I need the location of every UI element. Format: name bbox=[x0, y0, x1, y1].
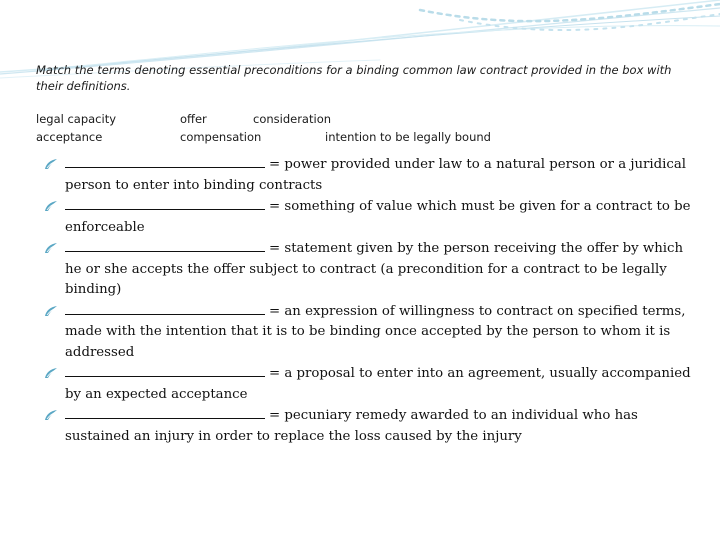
answer-blank bbox=[65, 301, 265, 315]
answer-blank bbox=[65, 154, 265, 168]
term-offer: offer bbox=[180, 112, 207, 126]
definitions-list bbox=[44, 154, 694, 447]
fancy-bullet-icon bbox=[44, 242, 58, 254]
definition-text: = something of value which must be given for a contract to be enforceable bbox=[65, 199, 691, 235]
definition-item bbox=[44, 196, 694, 238]
term-acceptance: acceptance bbox=[36, 130, 103, 144]
definition-item bbox=[44, 301, 694, 364]
term-consideration: consideration bbox=[253, 112, 332, 126]
definition-item bbox=[44, 363, 694, 405]
definition-item bbox=[44, 405, 694, 447]
term-legal-capacity: legal capacity bbox=[36, 112, 117, 126]
terms-box bbox=[36, 112, 696, 148]
fancy-bullet-icon bbox=[44, 305, 58, 317]
answer-blank bbox=[65, 196, 265, 210]
fancy-bullet-icon bbox=[44, 200, 58, 212]
answer-blank bbox=[65, 238, 265, 252]
fancy-bullet-icon bbox=[44, 409, 58, 421]
term-intention-to-be-legally-bound: intention to be legally bound bbox=[325, 130, 491, 144]
answer-blank bbox=[65, 363, 265, 377]
fancy-bullet-icon bbox=[44, 158, 58, 170]
definition-text: = statement given by the person receiving the offer by which he or she accepts the offer subject to contract (a precondition for a contract to be legally binding) bbox=[65, 241, 684, 297]
definition-item bbox=[44, 154, 694, 196]
instruction-text: Match the terms denoting essential preconditions for a binding common law contract provided in the box with their definitions. bbox=[36, 63, 672, 93]
definition-text: = an expression of willingness to contract on specified terms, made with the intention that it is to be binding once accepted by the person to whom it is addressed bbox=[65, 303, 686, 360]
term-compensation: compensation bbox=[180, 130, 262, 144]
definition-text: = pecuniary remedy awarded to an individual who has sustained an injury in order to replace the loss caused by the injury bbox=[65, 408, 638, 444]
definition-item bbox=[44, 238, 694, 301]
definition-text: = a proposal to enter into an agreement, usually accompanied by an expected acceptance bbox=[65, 366, 691, 402]
definition-text: = power provided under law to a natural person or a juridical person to enter into binding contracts bbox=[65, 157, 687, 193]
fancy-bullet-icon bbox=[44, 367, 58, 379]
answer-blank bbox=[65, 405, 265, 419]
